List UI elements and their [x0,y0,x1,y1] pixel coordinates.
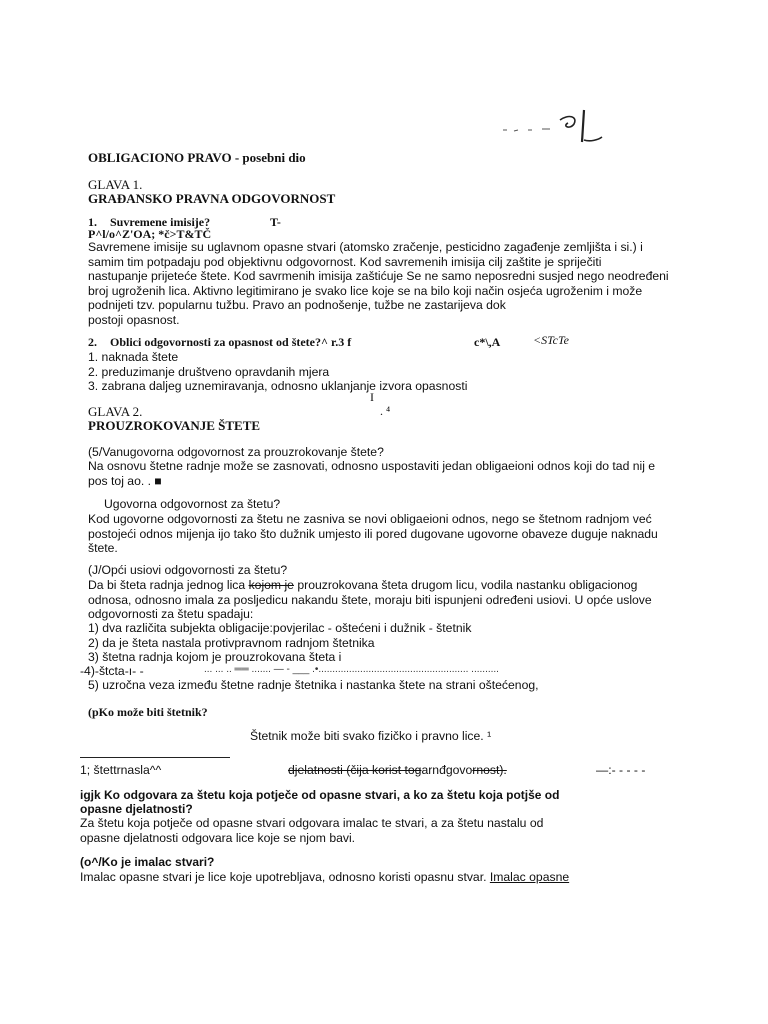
document-title: OBLIGACIONO PRAVO - posebni dio [88,150,306,165]
paragraph-4 [88,512,658,556]
paragraph-7-line: Za štetu koja potječe od opasne stvari odgovara imalac te stvari, a za štetu nastalu od [80,816,544,830]
question-4-label: Ugovorna odgovornost za štetu? [104,497,281,511]
question-7-line: igjk Ko odgovara za štetu koja potječe od opasne stvari, a ko za štetu koja potjše od [80,788,560,802]
underlined-text: Imalac opasne [489,870,570,884]
paragraph-8-text: Imalac opasne stvari je lice koje upotrebljava, odnosno koristi opasnu stvar. [80,870,490,884]
paragraph-8 [80,870,569,885]
footnote-dashes: —:- - - - - [596,763,646,777]
struck-text: kojom je [248,578,294,592]
paragraph-1-line: samim tim potpadaju pod objektivnu odgovornost. Kod savremenih imisija cilj zaštite je spriječiti [88,254,602,269]
paragraph-1-line: postoji opasnost. [88,312,180,327]
paragraph-3-line: pos toj ao. . ■ [88,473,162,488]
struck-text: rnost). [472,763,507,777]
list-5 [88,621,471,665]
question-3-label: (5/Vanugovorna odgovornost za prouzrokovanje štete? [88,445,384,459]
paragraph-5-text: prouzrokovana šteta drugom licu, vodila nastanku obligacionog [293,578,638,592]
paragraph-1-line: Savremene imisije su uglavnom opasne stvari (atomsko zračenje, pesticidno zagađenje zemljišta i si.) i [88,240,643,254]
chapter-2-noise: . ⁴ [380,404,391,418]
list-5-garbled-item: -4)-štcta-ı- - [80,664,144,678]
question-6-label: (pKo može biti štetnik? [88,705,208,719]
footnote-text [288,763,507,778]
paragraph-3 [88,459,655,488]
question-1-noise: T- [270,215,281,229]
question-1-number: 1. [88,215,97,229]
question-7-label [80,788,559,816]
question-2-label: Oblici odgovornosti za opasnost od štete?^ r.3 f [110,335,352,349]
footnote-divider [80,757,230,758]
paragraph-4-line: postojeći odnos mijenja ijo tako što dužnik umjesto ili pored dugovane ugovorne obaveze duguje naknadu [88,526,658,541]
list-2 [88,350,467,394]
list-item: 5) uzročna veza između štetne radnje štetnika i nastanka štete na strani oštećenog, [88,678,539,692]
question-1-label: Suvremene imisije? [110,215,211,229]
handwritten-mark [498,104,608,146]
paragraph-1-line: podnijeti tzv. popularnu tužbu. Pravo an podnošenje, tužbe ne zastarijeva dok [88,298,506,312]
question-2-noise-italic: <STcTe [533,333,569,347]
struck-text: djelatnosti (čija korist tog [288,763,422,777]
footnote-number: 1; štettrnasla^^ [80,763,162,777]
list-item: 3. zabrana daljeg uznemiravanja, odnosno uklanjanje izvora opasnosti [88,379,468,393]
paragraph-5-line: odnosa, odnosno imala za posljedicu nakandu štete, moraju biti ispunjeni određeni usiovi. U opće uslove [88,592,652,607]
paragraph-4-line: štete. [88,541,118,555]
stray-mark: I [370,390,374,404]
chapter-2-title: PROUZROKOVANJE ŠTETE [88,418,261,433]
paragraph-3-line: Na osnovu štetne radnje može se zasnovati, odnosno uspostaviti jedan obligaeioni odnos koji do tad nij e [88,459,656,473]
footnote [80,763,161,778]
paragraph-1-line: nastupanje prijeteće štete. Kod savrmenih imisija zaštićuje Se ne samo neposredni susjed nego neodređeni [88,269,669,283]
chapter-1-title: GRAĐANSKO PRAVNA ODGOVORNOST [88,191,336,206]
paragraph-1-line: broj ugroženih lica. Aktivno legitimirano je svako lice koje se na bilo koji način osjeća ugroženim i može [88,283,643,298]
list-item: 1. naknada štete [88,350,179,364]
paragraph-7-line: opasne djelatnosti odgovara lice koje se njom bavi. [80,830,356,845]
paragraph-1 [88,240,669,327]
paragraph-5-line: odgovornosti za štetu spadaju: [88,607,254,621]
footnote-fragment: arnđgovo [421,763,473,777]
question-7-line: opasne djelatnosti? [80,802,193,816]
question-5-label: (J/Opći usiovi odgovornosti za štetu? [88,563,288,577]
chapter-2-heading: GLAVA 2. [88,404,143,419]
chapter-1-heading: GLAVA 1. [88,177,143,192]
paragraph-7 [80,816,543,845]
question-2-noise: c*\,A [474,335,501,349]
paragraph-5 [88,578,652,622]
list-item: 2) da je šteta nastala protivpravnom radnjom štetnika [88,635,375,650]
list-item: 2. preduzimanje društveno opravdanih mjera [88,364,330,379]
paragraph-4-line: Kod ugovorne odgovornosti za štetu ne zasniva se novi obligaeioni odnos, nego se štetnom radnjom već [88,512,652,526]
list-5-garbled-tail: ... ... .. ══ ....... — - ___ .•...................................................... .......... [204,664,499,675]
question-2-number: 2. [88,335,97,349]
question-8-label: (o^/Ko je imalac stvari? [80,855,215,869]
paragraph-5-line-1 [88,578,652,593]
question-1-garble: P^l/o^Z'OA; *č>T&TČ [88,227,212,241]
list-item: 3) štetna radnja kojom je prouzrokovana šteta i [88,650,342,664]
paragraph-6: Štetnik može biti svako fizičko i pravno lice. ¹ [250,729,492,743]
list-item: 1) dva različita subjekta obligacije:povjerilac - oštećeni i dužnik - štetnik [88,621,472,635]
paragraph-5-text: Da bi šteta radnja jednog lica [88,578,249,592]
